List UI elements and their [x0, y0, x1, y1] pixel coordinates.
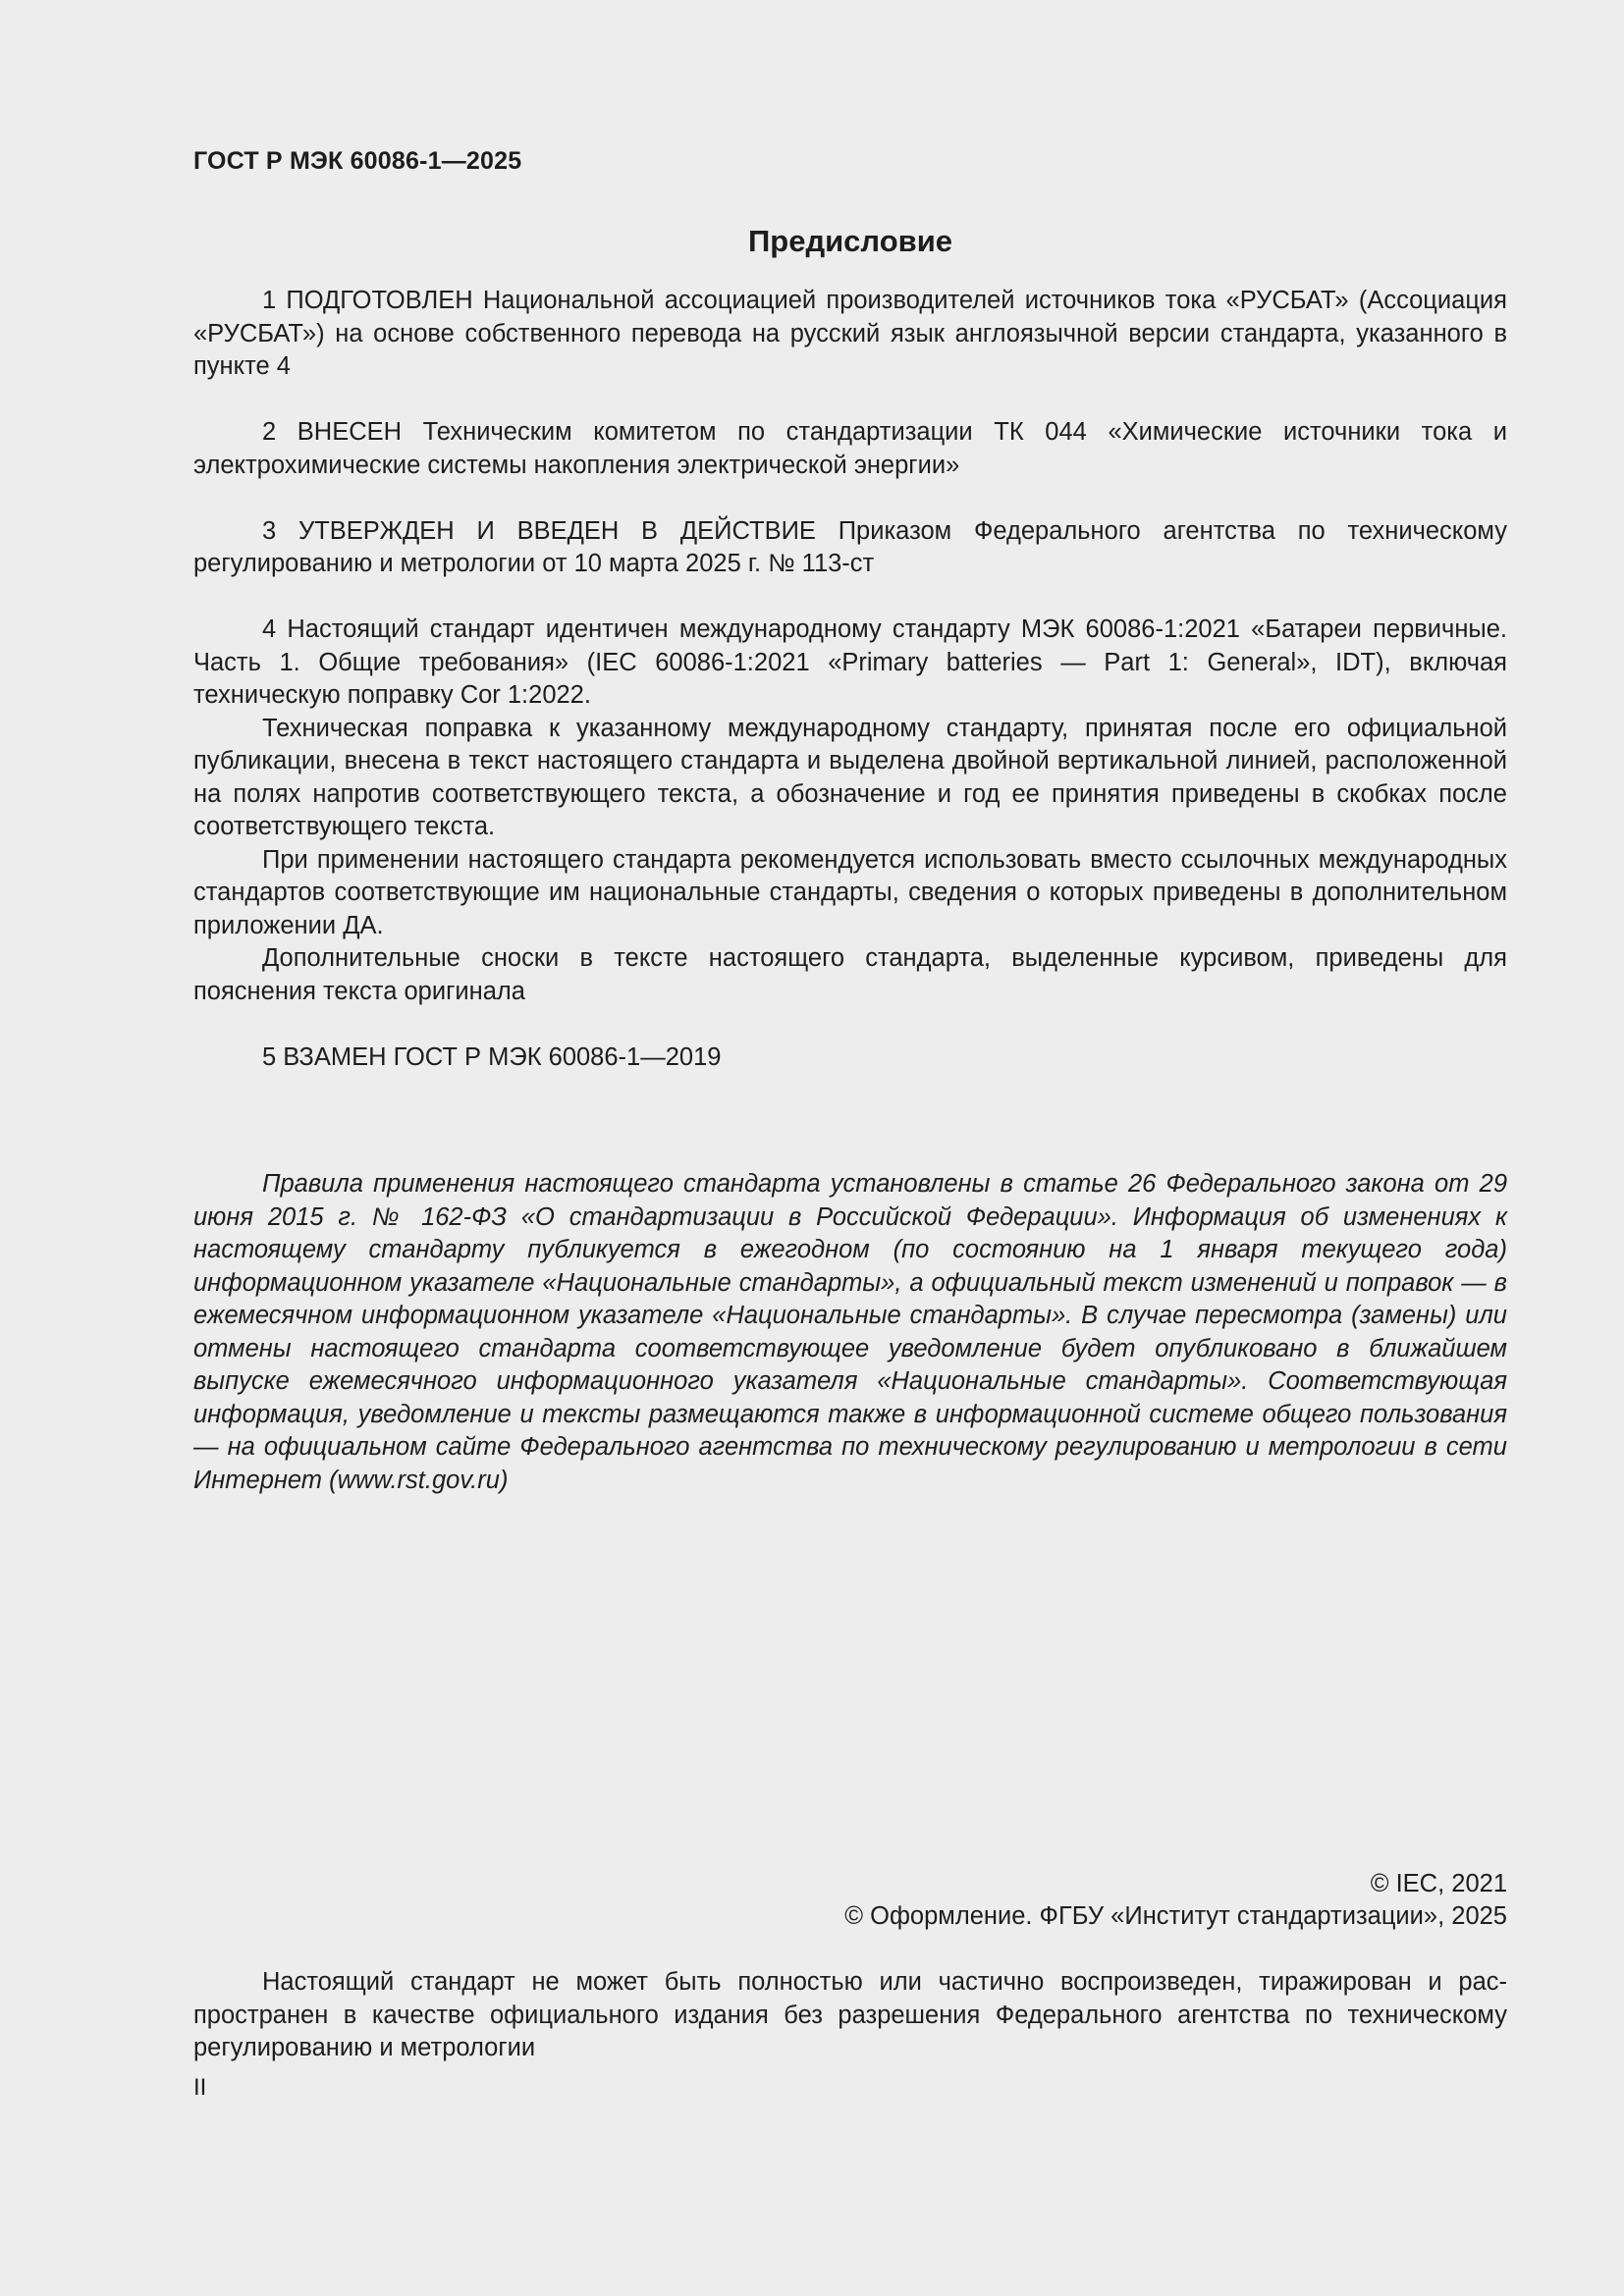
preface-item-2: 2 ВНЕСЕН Техническим комитетом по стандартизации ТК 044 «Химические источники тока и электрохимические системы накопления электрической энергии»: [193, 418, 1507, 479]
copyright-block: [193, 1868, 1507, 1933]
preface-item-3: 3 УТВЕРЖДЕН И ВВЕДЕН В ДЕЙСТВИЕ Приказом Федерального агентства по техническому регулированию и метрологии от 10 марта 2025 г. № 113-ст: [193, 516, 1507, 577]
preface-item-4-paragraph: Дополнительные сноски в тексте настоящего стандарта, выделенные курсивом, приведены для пояснения текста оригинала: [193, 944, 1507, 1005]
preface-item-4: 4 Настоящий стандарт идентичен международному стандарту МЭК 60086-1:2021 «Батареи первичные. Часть 1. Общие требования» (IEC 60086-1:2021 «Primary batteries — Part 1: General», IDT), включая техническую поправку Cor 1:2022.: [193, 615, 1507, 709]
page-number: II: [193, 2074, 207, 2101]
preface-item-4-paragraph: Техническая поправка к указанному международному стандарту, принятая после его официальной публикации, внесена в текст настоящего стандарта и выделена двойной вертикальной линией, расположенной на полях напротив соответствующего текста, а обозначение и год ее принятия приведены в скобках после соответствующего текста.: [193, 714, 1507, 840]
reproduction-restriction: Настоящий стандарт не может быть полностью или частично воспроизведен, тиражирован и распространен в качестве официального издания без разрешения Федерального агентства по техническому регулированию и метрологии: [193, 1968, 1507, 2061]
copyright-design: © Оформление. ФГБУ «Институт стандартизации», 2025: [844, 1902, 1507, 1930]
preface-item-1: 1 ПОДГОТОВЛЕН Национальной ассоциацией производителей источников тока «РУСБАТ» (Ассоциация «РУСБАТ») на основе собственного перевода на русский язык англоязычной версии стандарта, указанного в пункте 4: [193, 287, 1507, 380]
preface-item-5: 5 ВЗАМЕН ГОСТ Р МЭК 60086-1—2019: [262, 1042, 722, 1071]
preface-body: [193, 285, 1507, 1074]
preface-item-4-paragraph: При применении настоящего стандарта рекомендуется использовать вместо ссылочных международных стандартов соответствующие им национальные стандарты, сведения о которых приведены в дополнительном приложении ДА.: [193, 845, 1507, 939]
copyright-iec: © IEC, 2021: [1370, 1870, 1507, 1897]
page-title: Предисловие: [747, 224, 952, 258]
document-designation: ГОСТ Р МЭК 60086-1—2025: [193, 147, 522, 175]
application-rules-notice: Правила применения настоящего стандарта установлены в статье 26 Федерального закона от 29 июня 2015 г. № 162-ФЗ «О стандартизации в Российской Федерации». Информация об изменениях к настоящему стандарту публикуется в ежегодном (по состоянию на 1 января текущего года) информационном указателе «Национальные стандарты», а официальный текст изменений и поправок — в ежемесячном информационном указателе «Национальные стандарты». В случае пересмотра (замены) или отмены настоящего стандарта соответствующее уведомление будет опубликовано в ближайшем выпуске ежемесячного информационного указателя «Национальные стандарты». Соответствующая информация, уведомление и тексты размещаются также в информационной системе общего пользования — на официальном сайте Федерального агентства по техническому регулированию и метрологии в сети Интернет (www.rst.gov.ru): [193, 1170, 1507, 1494]
